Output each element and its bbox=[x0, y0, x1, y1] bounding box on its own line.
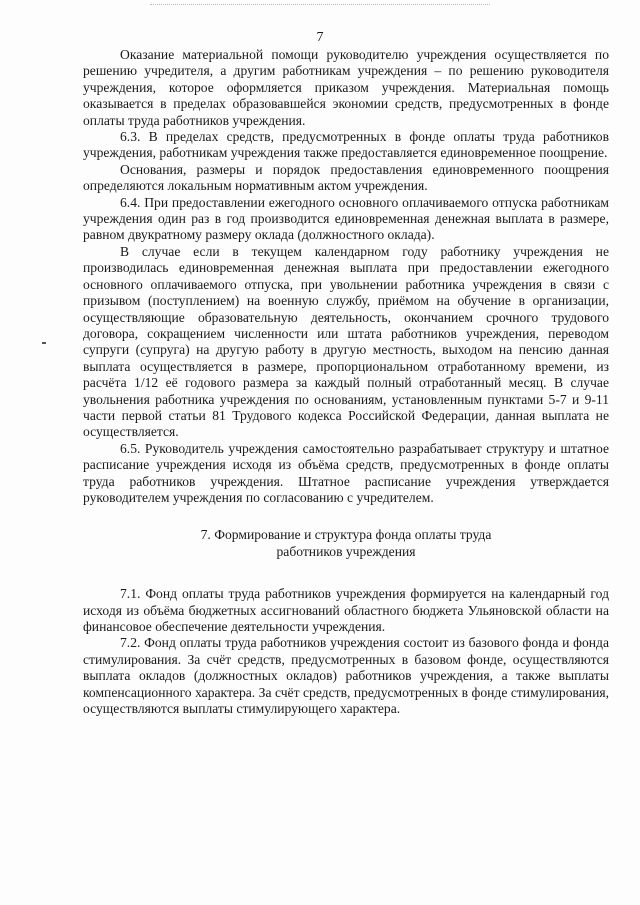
paragraph-7-2: 7.2. Фонд оплаты труда работников учреждения состоит из базового фонда и фонда стимулирования. За счёт средств, предусмотренных в базовом фонде, осуществляются выплата окладов (должностных окладов) работников учреждения, а также выплаты компенсационного характера. За счёт средств, предусмотренных в фонде стимулирования, осуществляются выплаты стимулирующего характера. bbox=[83, 635, 609, 717]
section-heading-line-2: работников учреждения bbox=[276, 543, 416, 559]
section-heading bbox=[83, 527, 609, 560]
paragraph-6-3: 6.3. В пределах средств, предусмотренных в фонде оплаты труда работников учреждения, работникам учреждения также предоставляется единовременное поощрение. bbox=[83, 129, 609, 161]
scan-mark bbox=[42, 342, 46, 344]
paragraph-6-5: 6.5. Руководитель учреждения самостоятельно разрабатывает структуру и штатное расписание учреждения исходя из объёма средств, предусмотренных в фонде оплаты труда работников учреждения. Штатное расписание учреждения утверждается руководителем учреждения по согласованию с учредителем. bbox=[83, 440, 609, 505]
scan-artifact bbox=[150, 4, 490, 6]
paragraph-material-aid: Оказание материальной помощи руководителю учреждения осуществляется по решению учредителя, а другим работникам учреждения – по решению руководителя учреждения, которое оформляется приказом учреждения. Материальная помощь оказывается в пределах образовавшейся экономии средств, предусмотренных в фонде оплаты труда работников учреждения. bbox=[83, 47, 609, 128]
paragraph-7-1: 7.1. Фонд оплаты труда работников учреждения формируется на календарный год исходя из объёма бюджетных ассигнований областного бюджета Ульяновской области на финансовое обеспечение деятельности учреждения. bbox=[83, 586, 609, 634]
page-number: 7 bbox=[316, 30, 324, 45]
document-body bbox=[83, 47, 609, 717]
paragraph-6-4-dismissal: В случае если в текущем календарном году работнику учреждения не производилась единовременная денежная выплата при предоставлении ежегодного основного оплачиваемого отпуска, при увольнении работника учреждения в связи с призывом (поступлением) на военную службу, приёмом на обучение в организации, осуществляющие образовательную деятельность, окончанием срочного трудового договора, сокращением численности или штата работников учреждения, переводом супруги (супруга) на другую работу в другую местность, выходом на пенсию данная выплата осуществляется в размере, пропорциональном отработанному времени, из расчёта 1/12 её годового размера за каждый полный отработанный месяц. В случае увольнения работника учреждения по основаниям, установленным пунктами 5-7 и 9-11 части первой статьи 81 Трудового кодекса Российской Федерации, данная выплата не осуществляется. bbox=[83, 243, 609, 440]
paragraph-6-4: 6.4. При предоставлении ежегодного основного оплачиваемого отпуска работникам учреждения один раз в год производится единовременная денежная выплата в размере, равном двукратному размеру оклада (должностного оклада). bbox=[83, 194, 609, 243]
paragraph-6-3-grounds: Основания, размеры и порядок предоставления единовременного поощрения определяются локальным нормативным актом учреждения. bbox=[83, 161, 609, 194]
section-heading-line-1: 7. Формирование и структура фонда оплаты труда bbox=[200, 527, 492, 543]
